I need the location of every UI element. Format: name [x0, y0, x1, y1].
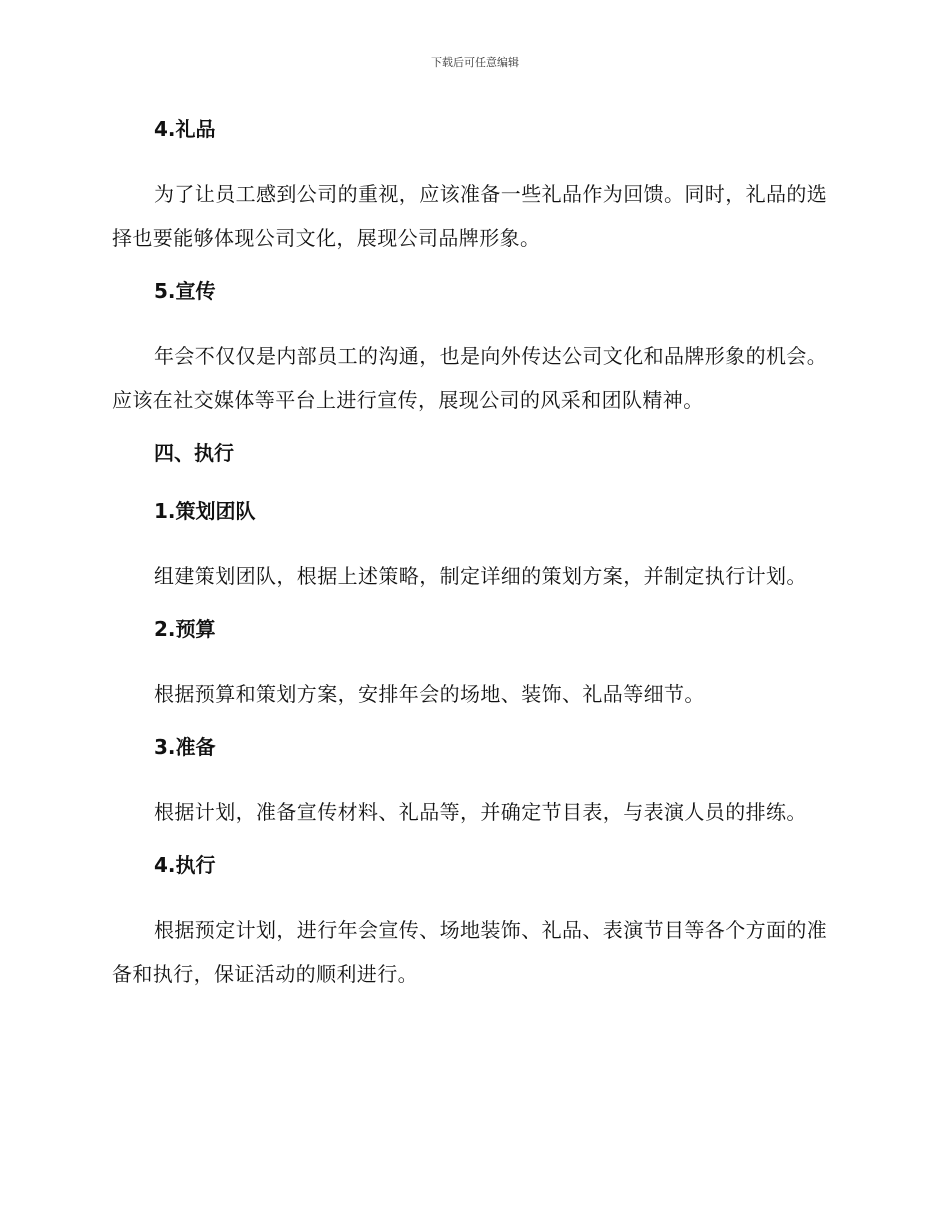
section-heading-budget: 2.预算 — [154, 617, 216, 641]
section-heading-promotion: 5.宣传 — [154, 279, 216, 303]
document-body — [112, 114, 832, 1012]
page-header: 下载后可任意编辑 — [431, 56, 519, 69]
paragraph-planning-team: 组建策划团队，根据上述策略，制定详细的策划方案，并制定执行计划。 — [154, 564, 807, 588]
section-heading-gifts: 4.礼品 — [154, 117, 216, 141]
section-heading-planning-team: 1.策划团队 — [154, 499, 256, 523]
section-heading-execution-main: 四、执行 — [154, 441, 234, 465]
paragraph-execution: 根据预定计划，进行年会宣传、场地装饰、礼品、表演节目等各个方面的准备和执行，保证活动的顺利进行。 — [112, 918, 828, 986]
paragraph-promotion: 年会不仅仅是内部员工的沟通，也是向外传达公司文化和品牌形象的机会。应该在社交媒体等平台上进行宣传，展现公司的风采和团队精神。 — [112, 344, 828, 412]
paragraph-preparation: 根据计划，准备宣传材料、礼品等，并确定节目表，与表演人员的排练。 — [154, 800, 807, 824]
paragraph-budget: 根据预算和策划方案，安排年会的场地、装饰、礼品等细节。 — [154, 682, 705, 706]
section-heading-execution: 4.执行 — [154, 853, 216, 877]
paragraph-gifts: 为了让员工感到公司的重视，应该准备一些礼品作为回馈。同时，礼品的选择也要能够体现公司文化，展现公司品牌形象。 — [112, 182, 828, 250]
section-heading-preparation: 3.准备 — [154, 735, 216, 759]
